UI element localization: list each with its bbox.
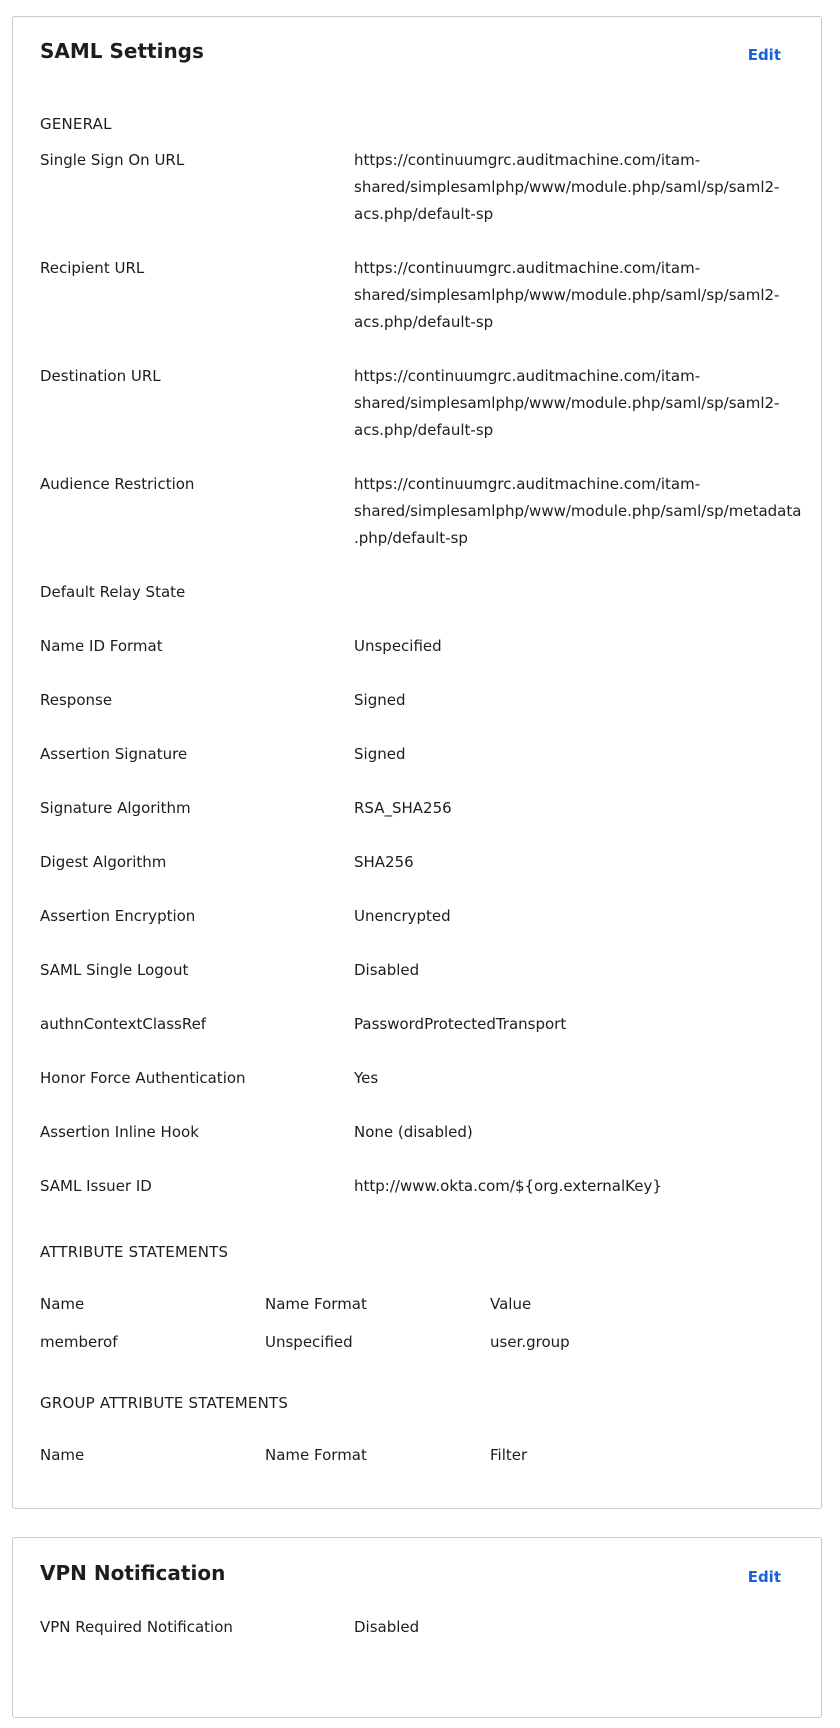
group-col-filter: Filter <box>490 1446 528 1464</box>
setting-value-line: acs.php/default-sp <box>354 421 494 439</box>
setting-label: Destination URL <box>40 367 161 385</box>
setting-value-line: Signed <box>354 745 406 763</box>
setting-value-line: shared/simplesamlphp/www/module.php/saml/sp/saml2- <box>354 394 780 412</box>
setting-value-line: Unencrypted <box>354 907 451 925</box>
setting-value-line: acs.php/default-sp <box>354 205 494 223</box>
setting-value <box>354 1614 799 1641</box>
setting-value-line: Disabled <box>354 1618 420 1636</box>
setting-label: Single Sign On URL <box>40 151 185 169</box>
setting-label: Audience Restriction <box>40 475 195 493</box>
setting-label: Signature Algorithm <box>40 799 191 817</box>
setting-value <box>354 471 802 552</box>
setting-value <box>354 903 799 930</box>
setting-value-line: None (disabled) <box>354 1123 473 1141</box>
setting-value-line: https://continuumgrc.auditmachine.com/itam- <box>354 259 701 277</box>
setting-label: Response <box>40 691 113 709</box>
setting-value <box>354 255 799 336</box>
setting-value <box>354 1173 799 1200</box>
setting-value <box>354 1011 799 1038</box>
setting-value <box>354 687 799 714</box>
setting-value <box>354 363 799 444</box>
setting-value-line: RSA_SHA256 <box>354 799 452 817</box>
setting-label: Recipient URL <box>40 259 145 277</box>
setting-label: Honor Force Authentication <box>40 1069 246 1087</box>
setting-value-line: Signed <box>354 691 406 709</box>
setting-value-line: shared/simplesamlphp/www/module.php/saml/sp/saml2- <box>354 178 780 196</box>
setting-value-line: shared/simplesamlphp/www/module.php/saml/sp/metadata <box>354 502 802 520</box>
vpn-edit-button[interactable]: Edit <box>747 1568 781 1586</box>
setting-value <box>354 633 799 660</box>
attr-col-name: Name <box>40 1295 85 1313</box>
setting-value-line: https://continuumgrc.auditmachine.com/itam- <box>354 367 701 385</box>
attribute-statements-heading: ATTRIBUTE STATEMENTS <box>40 1243 229 1261</box>
setting-value-line: PasswordProtectedTransport <box>354 1015 567 1033</box>
setting-value <box>354 1119 799 1146</box>
attr-row-value: user.group <box>490 1333 570 1351</box>
setting-label: Name ID Format <box>40 637 163 655</box>
attr-col-name-format: Name Format <box>265 1295 367 1313</box>
setting-label: SAML Single Logout <box>40 961 189 979</box>
setting-label: Assertion Encryption <box>40 907 196 925</box>
setting-value <box>354 147 799 228</box>
setting-label: VPN Required Notification <box>40 1618 233 1636</box>
setting-value-line: Yes <box>354 1069 379 1087</box>
vpn-notification-card <box>12 1537 822 1718</box>
attr-row-name: memberof <box>40 1333 118 1351</box>
setting-label: Assertion Inline Hook <box>40 1123 199 1141</box>
setting-label: authnContextClassRef <box>40 1015 207 1033</box>
setting-value-line: https://continuumgrc.auditmachine.com/itam- <box>354 151 701 169</box>
setting-label: Default Relay State <box>40 583 186 601</box>
setting-value-line: acs.php/default-sp <box>354 313 494 331</box>
saml-edit-button[interactable]: Edit <box>747 46 781 64</box>
setting-value <box>354 849 799 876</box>
setting-value <box>354 741 799 768</box>
setting-label: Digest Algorithm <box>40 853 167 871</box>
setting-value-line: shared/simplesamlphp/www/module.php/saml/sp/saml2- <box>354 286 780 304</box>
setting-label: Assertion Signature <box>40 745 188 763</box>
setting-value-line: .php/default-sp <box>354 529 468 547</box>
saml-settings-card <box>12 16 822 1509</box>
setting-value <box>354 795 799 822</box>
saml-settings-title: SAML Settings <box>40 39 204 63</box>
setting-value-line: Unspecified <box>354 637 442 655</box>
general-heading: GENERAL <box>40 115 112 133</box>
setting-value <box>354 957 799 984</box>
setting-value-line: SHA256 <box>354 853 414 871</box>
vpn-notification-title: VPN Notification <box>40 1561 226 1585</box>
group-col-name-format: Name Format <box>265 1446 367 1464</box>
attr-col-value: Value <box>490 1295 532 1313</box>
setting-label: SAML Issuer ID <box>40 1177 152 1195</box>
setting-value-line: http://www.okta.com/${org.externalKey} <box>354 1177 662 1195</box>
group-col-name: Name <box>40 1446 85 1464</box>
setting-value <box>354 1065 799 1092</box>
setting-value-line: https://continuumgrc.auditmachine.com/itam- <box>354 475 701 493</box>
setting-value-line: Disabled <box>354 961 420 979</box>
attr-row-name-format: Unspecified <box>265 1333 353 1351</box>
group-attribute-statements-heading: GROUP ATTRIBUTE STATEMENTS <box>40 1394 289 1412</box>
